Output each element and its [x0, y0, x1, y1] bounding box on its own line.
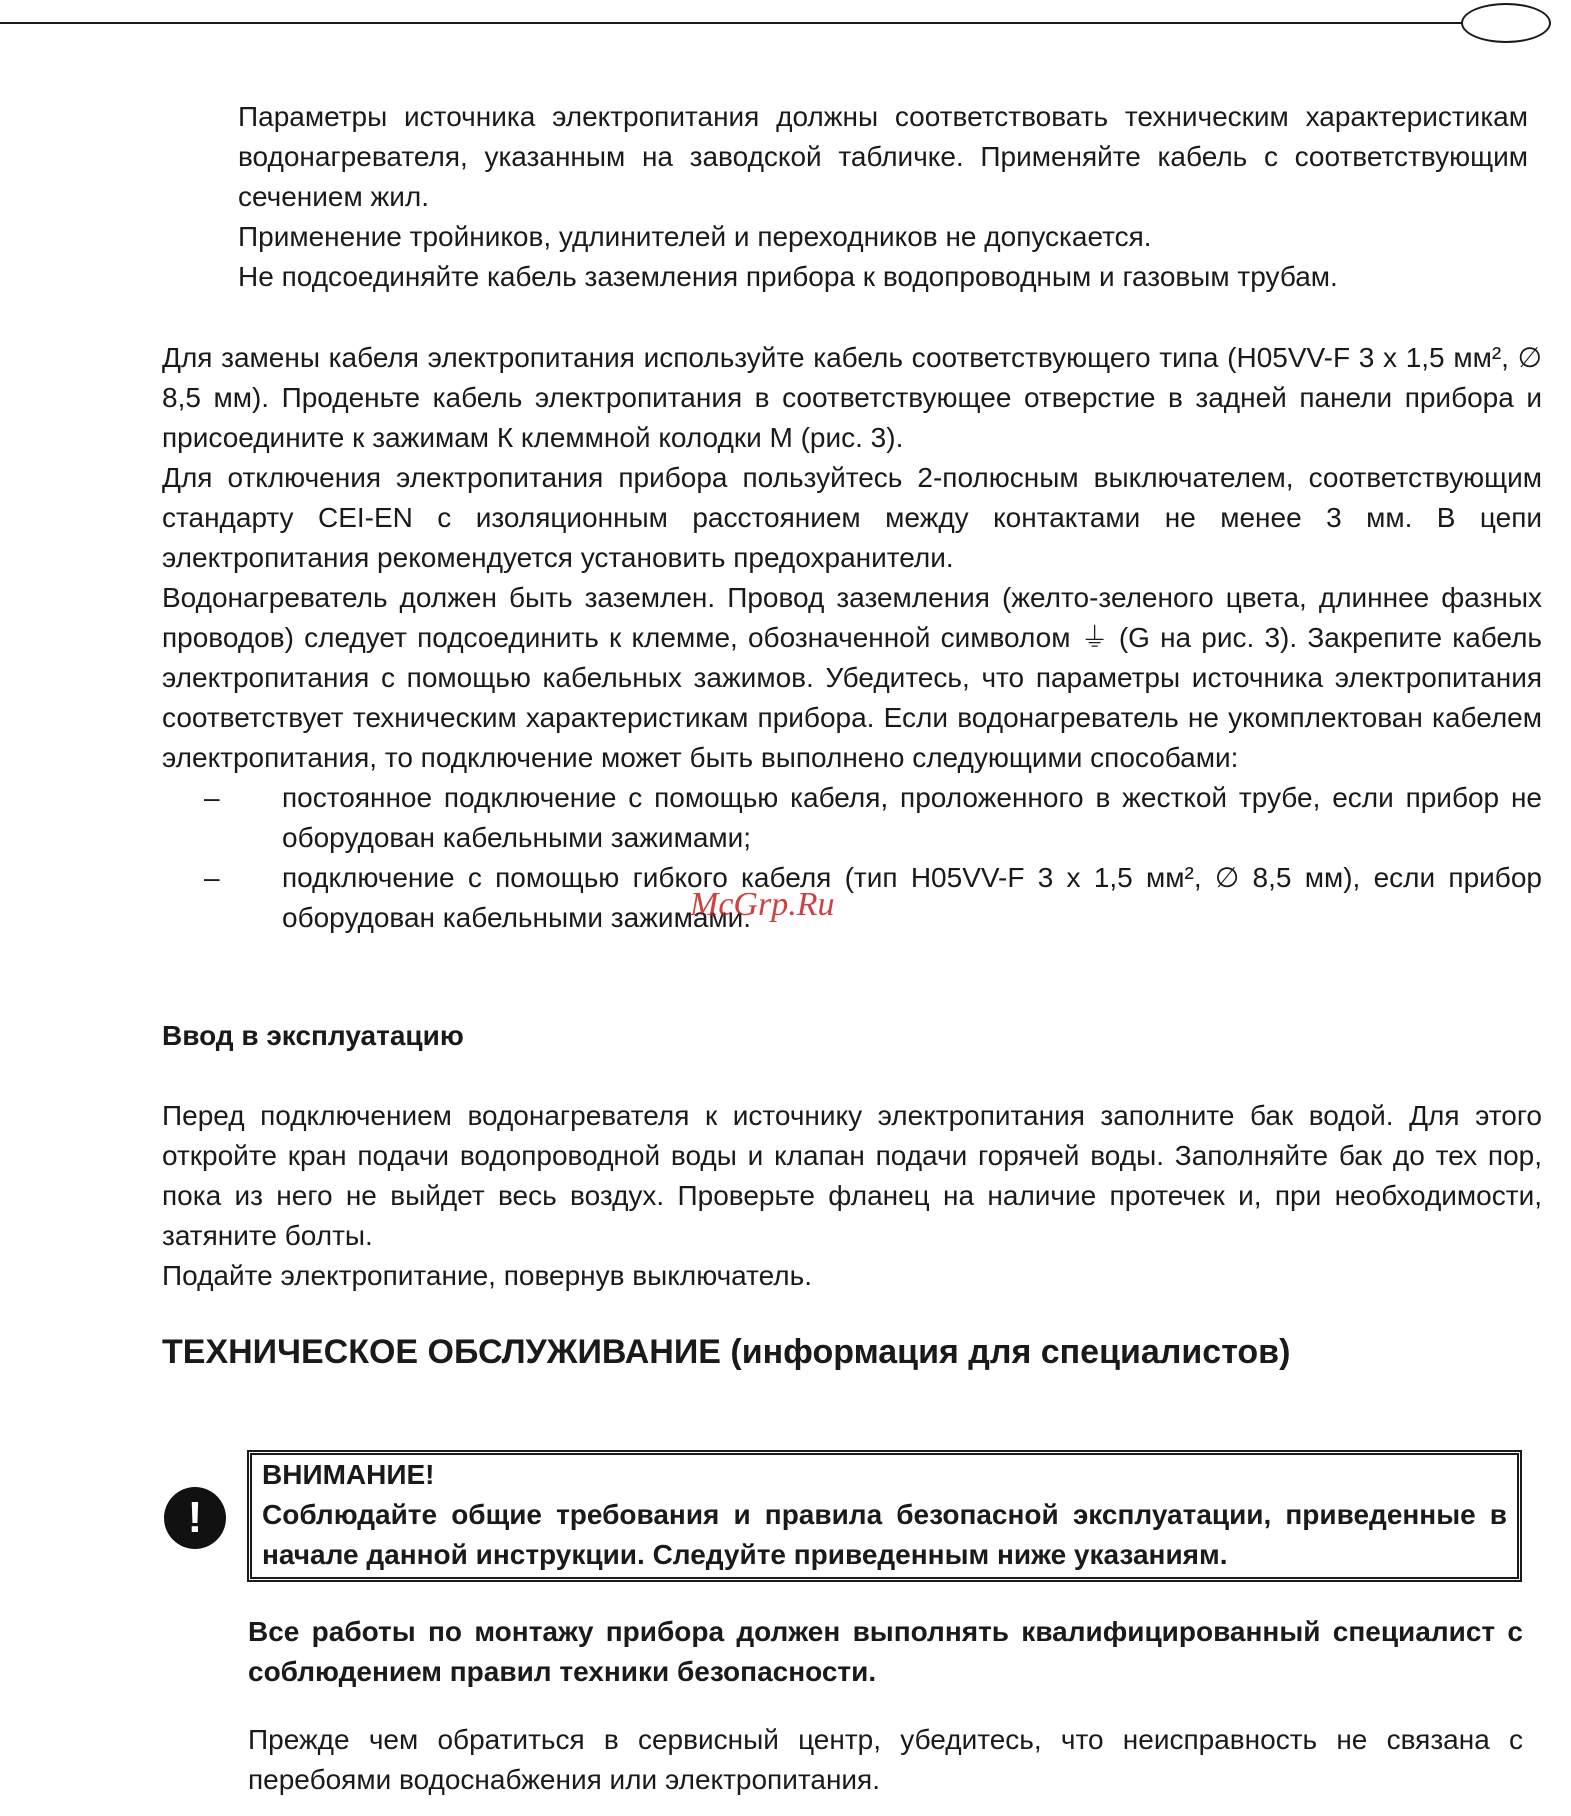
final-note	[248, 1720, 1523, 1800]
section-title	[162, 1330, 1290, 1374]
indented-paragraph-3: Не подсоединяйте кабель заземления прибора к водопроводным и газовым трубам.	[238, 261, 1338, 292]
list-item	[162, 858, 1542, 938]
list-item-text: подключение с помощью гибкого кабеля (тип H05VV-F 3 x 1,5 мм², ∅ 8,5 мм), если прибор оборудован кабельными зажимами.	[282, 862, 1542, 933]
header-rule	[0, 22, 1470, 24]
main-paragraph-3: Водонагреватель должен быть заземлен. Провод заземления (желто-зеленого цвета, длиннее фазных проводов) следует подсоединить к клемме, обозначенной символом ⏚ (G на рис. 3). Закрепите кабель электропитания с помощью кабельных зажимов. Убедитесь, что параметры источника электропитания соответствует техническим характеристикам прибора. Если водонагреватель не укомплектован кабелем электропитания, то подключение может быть выполнено следующими способами:	[162, 582, 1542, 773]
list-item	[162, 778, 1542, 858]
main-paragraph-2: Для отключения электропитания прибора пользуйтесь 2-полюсным выключателем, соответствующим стандарту CEI-EN с изоляционным расстоянием между контактами не менее 3 мм. В цепи электропитания рекомендуется установить предохранители.	[162, 462, 1542, 573]
section-title-qualifier: (информация для специалистов)	[730, 1333, 1291, 1371]
exclamation-icon: !	[164, 1487, 226, 1549]
cable-instructions	[162, 338, 1542, 938]
commissioning-paragraph-1: Перед подключением водонагревателя к источнику электропитания заполните бак водой. Для этого откройте кран подачи водопроводной воды и клапан подачи горячей воды. Заполняйте бак до тех пор, пока из него не выйдет весь воздух. Проверьте фланец на наличие протечек и, при необходимости, затяните болты.	[162, 1100, 1542, 1251]
commissioning-paragraph-2: Подайте электропитание, повернув выключатель.	[162, 1260, 812, 1291]
watermark: McGrp.Ru	[690, 886, 835, 923]
list-dash: –	[204, 862, 220, 893]
subheading: Ввод в эксплуатацию	[162, 1020, 464, 1051]
section-title-main: ТЕХНИЧЕСКОЕ ОБСЛУЖИВАНИЕ	[162, 1333, 721, 1371]
commissioning-text	[162, 1096, 1542, 1296]
warning-text	[262, 1455, 1507, 1575]
indented-notes	[238, 97, 1528, 297]
list-item-text: постоянное подключение с помощью кабеля, проложенного в жесткой трубе, если прибор не оборудован кабельными зажимами;	[282, 782, 1542, 853]
final-note-text: Прежде чем обратиться в сервисный центр, убедитесь, что неисправность не связана с перебоями водоснабжения или электропитания.	[248, 1724, 1523, 1795]
warning-heading: ВНИМАНИЕ!	[262, 1459, 435, 1490]
bold-note	[248, 1612, 1523, 1692]
indented-paragraph-1: Параметры источника электропитания должны соответствовать техническим характеристикам водонагревателя, указанным на заводской табличке. Применяйте кабель с соответствующим сечением жил.	[238, 101, 1528, 212]
bold-note-text: Все работы по монтажу прибора должен выполнять квалифицированный специалист с соблюдением правил техники безопасности.	[248, 1616, 1523, 1687]
indented-paragraph-2: Применение тройников, удлинителей и переходников не допускается.	[238, 221, 1152, 252]
list-dash: –	[204, 782, 220, 813]
warning-body: Соблюдайте общие требования и правила безопасной эксплуатации, приведенные в начале данной инструкции. Следуйте приведенным ниже указаниям.	[262, 1499, 1507, 1570]
page-number-oval	[1461, 3, 1551, 43]
main-paragraph-1: Для замены кабеля электропитания используйте кабель соответствующего типа (H05VV-F 3 x 1,5 мм², ∅ 8,5 мм). Проденьте кабель электропитания в соответствующее отверстие в задней панели прибора и присоедините к зажимам К клеммной колодки М (рис. 3).	[162, 342, 1542, 453]
